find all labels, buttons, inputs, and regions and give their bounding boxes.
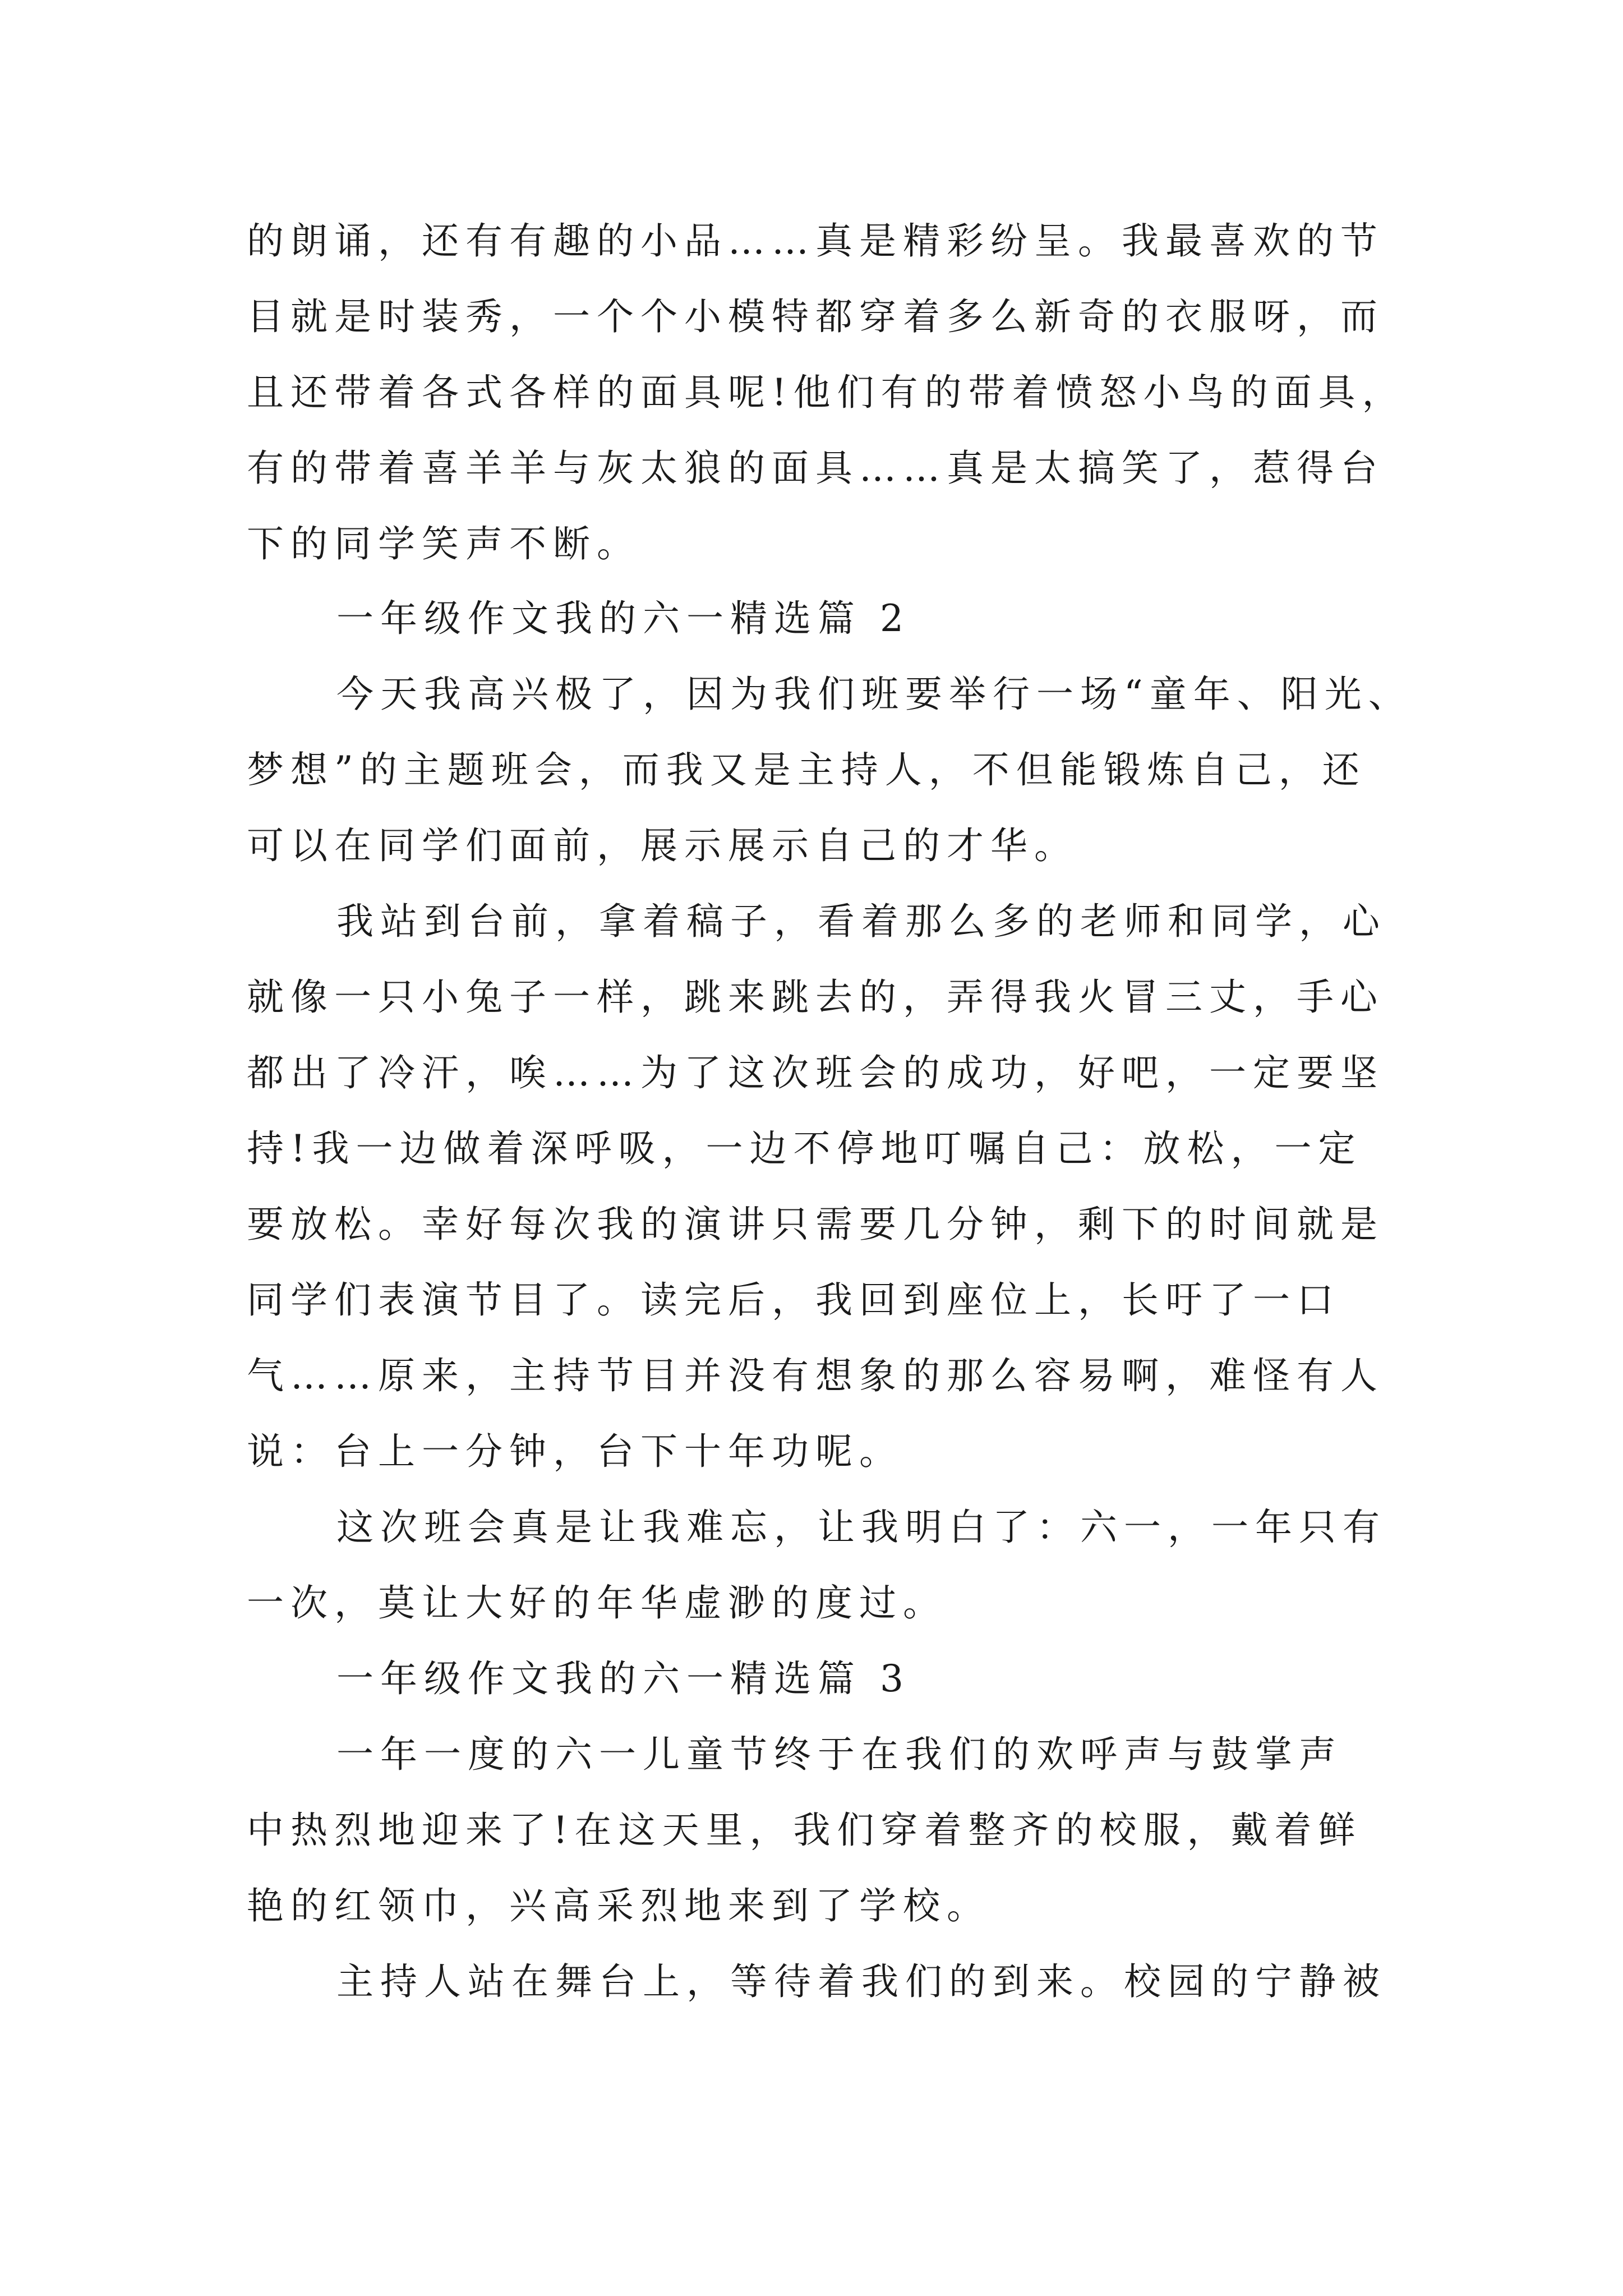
section-heading: 一年级作文我的六一精选篇 3 xyxy=(336,1657,910,1700)
text-line: 艳的红领巾，兴高采烈地来到了学校。 xyxy=(247,1884,990,1927)
text-line: 这次班会真是让我难忘，让我明白了：六一，一年只有 xyxy=(336,1506,1386,1549)
text-line: 我站到台前，拿着稿子，看着那么多的老师和同学，心 xyxy=(336,900,1386,943)
text-line: 就像一只小兔子一样，跳来跳去的，弄得我火冒三丈，手心 xyxy=(247,976,1384,1019)
text-line: 且还带着各式各样的面具呢!他们有的带着愤怒小鸟的面具， xyxy=(247,371,1406,414)
text-line: 气……原来，主持节目并没有想象的那么容易啊，难怪有人 xyxy=(247,1354,1384,1397)
text-line: 一年一度的六一儿童节终于在我们的欢呼声与鼓掌声 xyxy=(336,1733,1343,1776)
text-line: 今天我高兴极了，因为我们班要举行一场“童年、阳光、 xyxy=(336,673,1412,716)
text-line: 目就是时装秀，一个个小模特都穿着多么新奇的衣服呀，而 xyxy=(247,295,1384,338)
text-line: 都出了冷汗，唉……为了这次班会的成功，好吧，一定要坚 xyxy=(247,1051,1384,1094)
text-line: 一次，莫让大好的年华虚渺的度过。 xyxy=(247,1581,947,1625)
text-line: 梦想”的主题班会，而我又是主持人，不但能锻炼自己，还 xyxy=(247,748,1366,792)
text-line: 说：台上一分钟，台下十年功呢。 xyxy=(247,1430,903,1473)
text-line: 要放松。幸好每次我的演讲只需要几分钟，剩下的时间就是 xyxy=(247,1203,1384,1246)
text-line: 可以在同学们面前，展示展示自己的才华。 xyxy=(247,824,1078,867)
text-line: 下的同学笑声不断。 xyxy=(247,522,640,565)
text-line: 有的带着喜羊羊与灰太狼的面具……真是太搞笑了，惹得台 xyxy=(247,447,1384,490)
text-line: 的朗诵，还有有趣的小品……真是精彩纷呈。我最喜欢的节 xyxy=(247,219,1384,263)
text-line: 持!我一边做着深呼吸，一边不停地叮嘱自己：放松，一定 xyxy=(247,1127,1362,1170)
text-line: 主持人站在舞台上，等待着我们的到来。校园的宁静被 xyxy=(336,1960,1386,2003)
section-heading: 一年级作文我的六一精选篇 2 xyxy=(336,597,910,640)
text-line: 中热烈地迎来了!在这天里，我们穿着整齐的校服，戴着鲜 xyxy=(247,1809,1362,1852)
text-line: 同学们表演节目了。读完后，我回到座位上，长吁了一口 xyxy=(247,1278,1340,1322)
